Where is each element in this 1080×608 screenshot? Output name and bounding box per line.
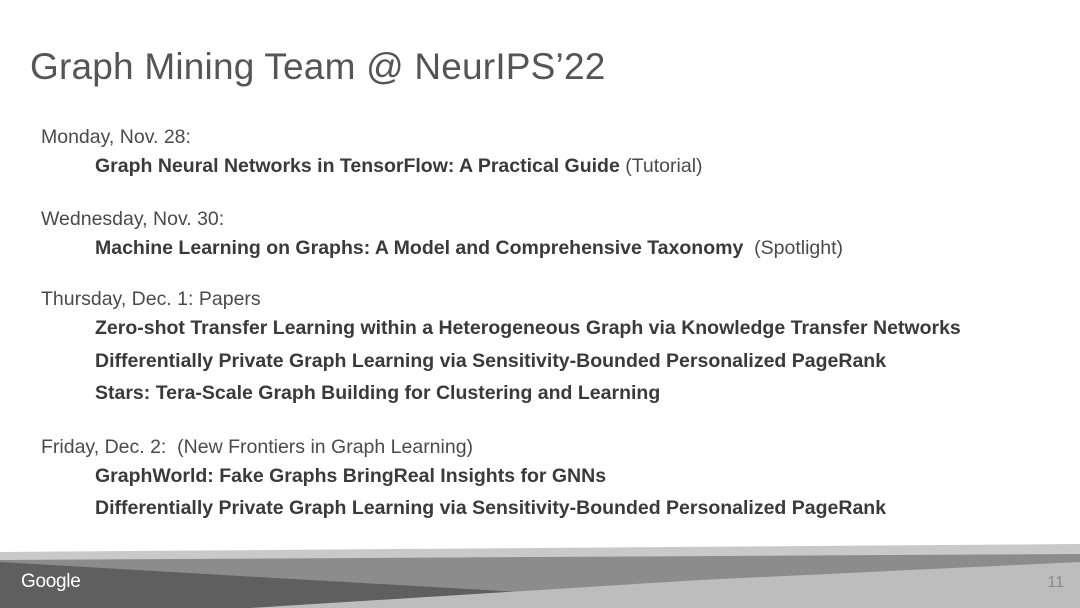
section-thursday — [41, 286, 1071, 410]
paper-title: Machine Learning on Graphs: A Model and Comprehensive Taxonomy — [95, 236, 744, 259]
day-heading: Thursday, Dec. 1: Papers — [41, 288, 261, 310]
day-heading: Monday, Nov. 28: — [41, 126, 191, 148]
list-item — [41, 377, 1071, 410]
list-item — [41, 492, 1071, 525]
list-item — [41, 312, 1071, 345]
list-item — [41, 150, 1071, 183]
list-item — [41, 345, 1071, 378]
paper-title: Differentially Private Graph Learning via Sensitivity-Bounded Personalized PageRank — [95, 497, 887, 519]
section-wednesday — [41, 206, 1071, 265]
paper-title: GraphWorld: Fake Graphs BringReal Insights for GNNs — [95, 464, 607, 487]
paper-title: Zero-shot Transfer Learning within a Heterogeneous Graph via Knowledge Transfer Networks — [95, 317, 961, 339]
schedule — [41, 124, 1071, 525]
paper-title: Stars: Tera-Scale Graph Building for Clustering and Learning — [95, 382, 661, 404]
footer-band — [0, 540, 1080, 608]
paper-title: Graph Neural Networks in TensorFlow: A Practical Guide — [95, 155, 620, 177]
list-item — [41, 232, 1071, 265]
paper-title: Differentially Private Graph Learning via Sensitivity-Bounded Personalized PageRank — [95, 349, 887, 372]
section-friday — [41, 434, 1071, 525]
paper-type: (Tutorial) — [619, 155, 703, 177]
section-monday — [41, 124, 1071, 183]
paper-type: (Spotlight) — [743, 236, 844, 259]
list-item — [41, 460, 1071, 493]
slide-title: Graph Mining Team @ NeurIPS’22 — [30, 46, 606, 87]
day-heading: Wednesday, Nov. 30: — [41, 207, 225, 230]
google-logo: Google — [21, 571, 81, 592]
page-number: 11 — [1047, 574, 1064, 591]
day-heading: Friday, Dec. 2: (New Frontiers in Graph Learning) — [41, 435, 474, 458]
